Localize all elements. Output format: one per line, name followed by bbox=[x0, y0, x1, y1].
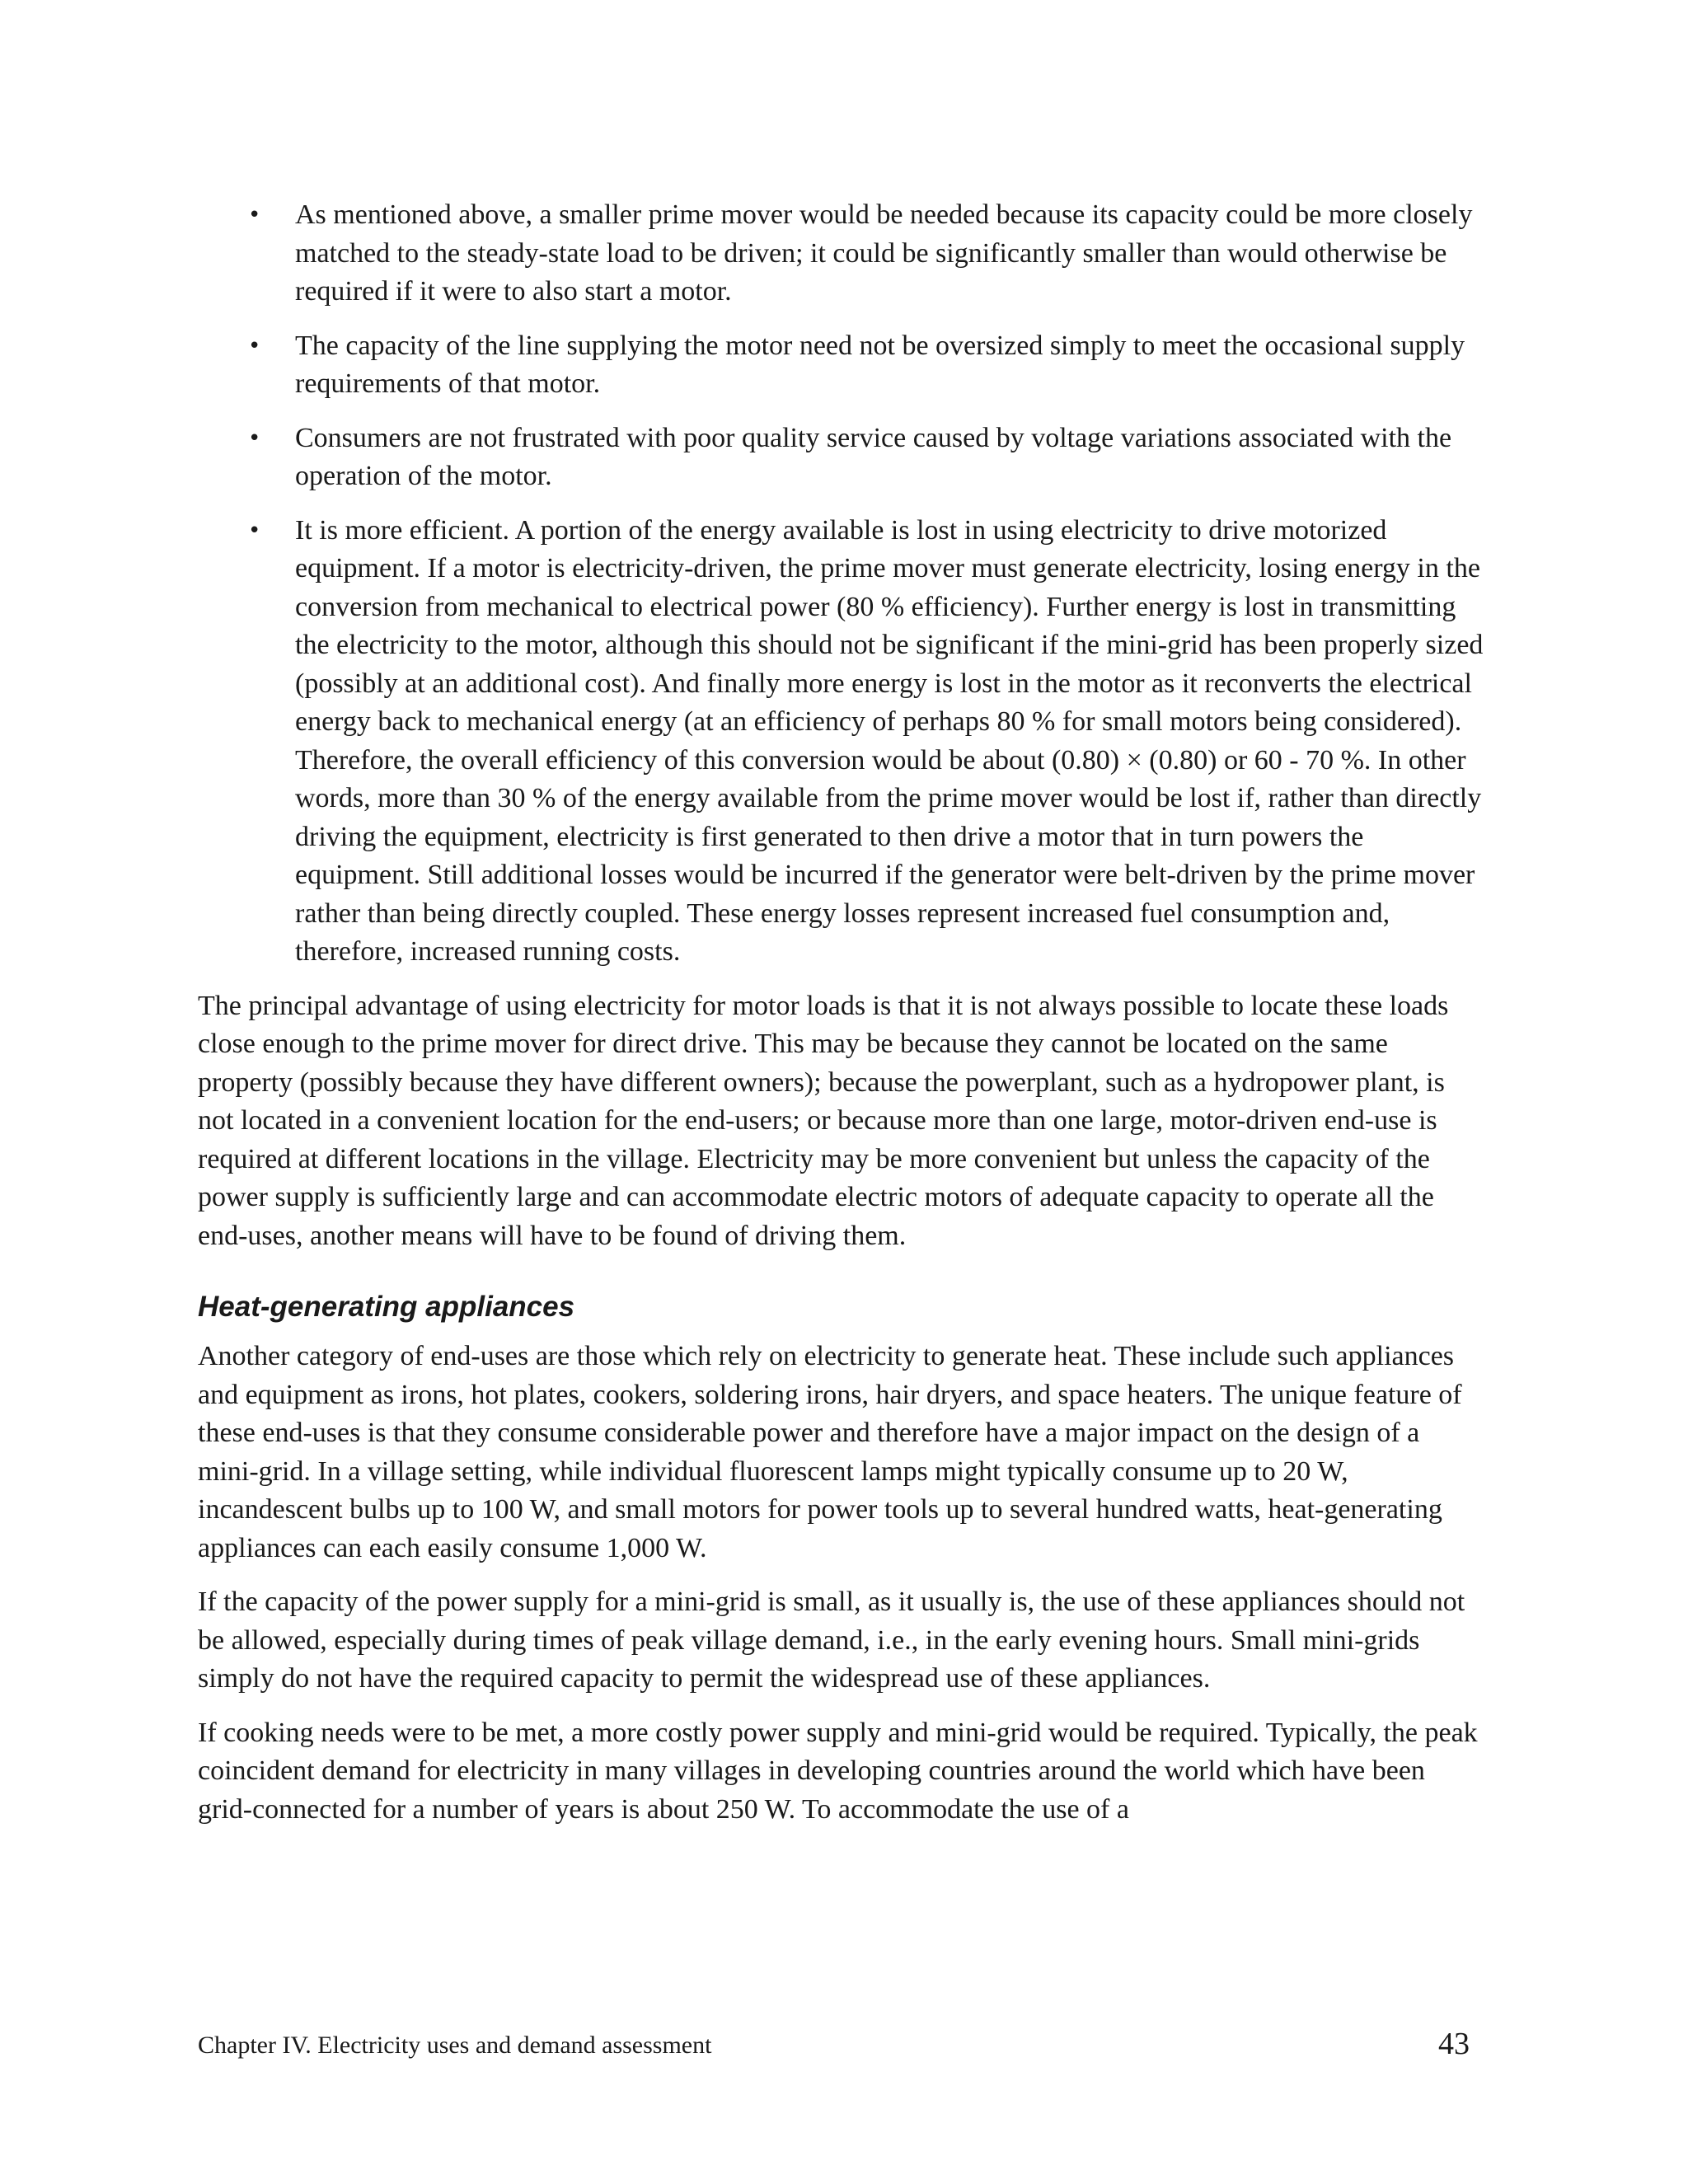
list-item-text: The capacity of the line supplying the motor need not be oversized simply to meet the occasional supply requirements of that motor. bbox=[295, 330, 1465, 399]
bullet-icon: • bbox=[248, 203, 261, 227]
paragraph-motor-advantage: The principal advantage of using electricity for motor loads is that it is not always possible to locate these loads close enough to the prime mover for direct drive. This may be because they cannot be located on the same property (possibly because they have different owners); because the powerplant, such as a hydropower plant, is not located in a convenient location for the end-users; or because more than one large, motor-driven end-use is required at different locations in the village. Electricity may be more convenient but unless the capacity of the power supply is sufficiently large and can accommodate electric motors of adequate capacity to operate all the end-uses, another means will have to be found of driving them. bbox=[198, 990, 1449, 1251]
list-item bbox=[198, 419, 1484, 496]
paragraph-heat-2: If the capacity of the power supply for a mini-grid is small, as it usually is, the use of these appliances should not be allowed, especially during times of peak village demand, i.e., in the early evening hours. Small mini-grids simply do not have the required capacity to permit the widespread use of these appliances. bbox=[198, 1586, 1465, 1694]
list-item bbox=[198, 512, 1484, 972]
bullet-icon: • bbox=[248, 518, 261, 543]
list-item-text: Consumers are not frustrated with poor quality service caused by voltage variations associated with the operation of the motor. bbox=[295, 422, 1452, 491]
footer-chapter-title: Chapter IV. Electricity uses and demand assessment bbox=[198, 2032, 712, 2059]
page-number: 43 bbox=[1438, 2027, 1470, 2061]
bullet-icon: • bbox=[248, 333, 261, 359]
section-heading: Heat-generating appliances bbox=[198, 1291, 575, 1323]
list-item-text: As mentioned above, a smaller prime mover would be needed because its capacity could be more closely matched to the steady-state load to be driven; it could be significantly smaller than would otherwise be required if it were to also start a motor. bbox=[295, 199, 1473, 307]
bullet-list bbox=[198, 196, 1484, 972]
list-item bbox=[198, 196, 1484, 312]
list-item bbox=[198, 327, 1484, 404]
bullet-icon: • bbox=[248, 425, 261, 451]
page-body bbox=[198, 196, 1484, 1844]
list-item-text: It is more efficient. A portion of the energy available is lost in using electricity to drive motorized equipment. If a motor is electricity-driven, the prime mover must generate electricity, losing energy in the conversion from mechanical to electrical power (80 % efficiency). Further energy is lost in transmitting the electricity to the motor, although this should not be significant if the mini-grid has been properly sized (possibly at an additional cost). And finally more energy is lost in the motor as it reconverts the electrical energy back to mechanical energy (at an efficiency of perhaps 80 % for small motors being considered). Therefore, the overall efficiency of this conversion would be about (0.80) × (0.80) or 60 - 70 %. In other words, more than 30 % of the energy available from the prime mover would be lost if, rather than directly driving the equipment, electricity is first generated to then drive a motor that in turn powers the equipment. Still additional losses would be incurred if the generator were belt-driven by the prime mover rather than being directly coupled. These energy losses represent increased fuel consumption and, therefore, increased running costs. bbox=[295, 514, 1484, 967]
paragraph-heat-3: If cooking needs were to be met, a more costly power supply and mini-grid would be required. Typically, the peak coincident demand for electricity in many villages in developing countries around the world which have been grid-connected for a number of years is about 250 W. To accommodate the use of a bbox=[198, 1717, 1478, 1825]
paragraph-heat-1: Another category of end-uses are those which rely on electricity to generate heat. These include such appliances and equipment as irons, hot plates, cookers, soldering irons, hair dryers, and space heaters. The unique feature of these end-uses is that they consume considerable power and therefore have a major impact on the design of a mini-grid. In a village setting, while individual fluorescent lamps might typically consume up to 20 W, incandescent bulbs up to 100 W, and small motors for power tools up to several hundred watts, heat-generating appliances can each easily consume 1,000 W. bbox=[198, 1341, 1462, 1563]
